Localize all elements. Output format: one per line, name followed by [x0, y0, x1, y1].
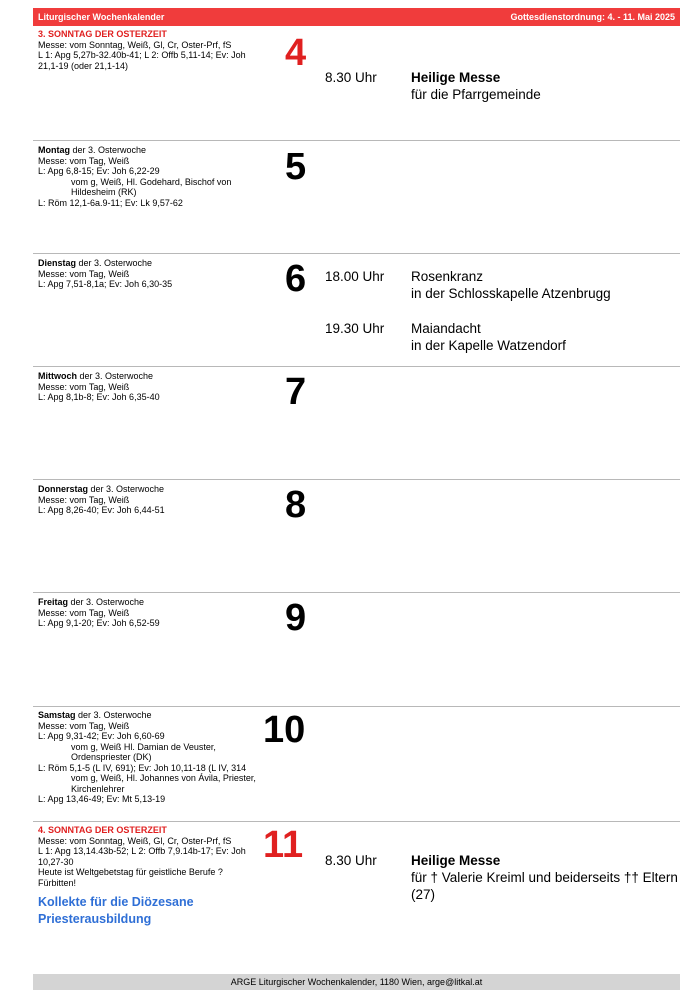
day-subtitle: der 3. Osterwoche [75, 710, 152, 720]
event-title: Maiandacht [411, 321, 481, 336]
day-title: Samstag [38, 710, 76, 720]
day-title: Montag [38, 145, 70, 155]
day-subtitle: der 3. Osterwoche [76, 258, 153, 268]
readings: L: Apg 9,1-20; Ev: Joh 6,52-59 [38, 618, 160, 628]
readings: L 1: Apg 5,27b-32.40b-41; L 2: Offb 5,11-14; Ev: Joh 21,1-19 (oder 21,1-14) [38, 50, 246, 71]
memorial-info: vom g, Weiß, Hl. Godehard, Bischof von Hildesheim (RK) [71, 176, 232, 197]
event-title: Heilige Messe [411, 70, 501, 85]
event-detail: in der Schlosskapelle Atzenbrugg [411, 286, 611, 301]
mass-info: Messe: vom Tag, Weiß [38, 720, 130, 731]
day-section-5 [33, 141, 680, 254]
mass-info: Messe: vom Tag, Weiß [38, 155, 130, 166]
event-detail: für die Pfarrgemeinde [411, 87, 541, 102]
liturgy-info [38, 258, 260, 290]
event-detail: für † Valerie Kreiml und beiderseits †† Eltern (27) [411, 870, 678, 902]
day-subtitle: der 3. Osterwoche [70, 145, 147, 155]
event-time: 18.00 Uhr [325, 269, 385, 284]
page-header [33, 8, 680, 26]
collection-notice: Kollekte für die Diözesane Priesterausbildung [38, 895, 194, 926]
note: Heute ist Weltgebetstag für geistliche Berufe ? Fürbitten! [38, 867, 223, 888]
event-title: Heilige Messe [411, 853, 501, 868]
day-section-11 [33, 822, 680, 942]
mass-info: Messe: vom Tag, Weiß [38, 268, 130, 279]
liturgy-info [38, 484, 260, 516]
day-number: 6 [285, 258, 307, 300]
day-number: 10 [263, 709, 306, 751]
mass-info: Messe: vom Tag, Weiß [38, 381, 130, 392]
event-detail: in der Kapelle Watzendorf [411, 338, 566, 353]
liturgy-info [38, 825, 260, 928]
memorial-info: vom g, Weiß, Hl. Johannes von Ávila, Priester, Kirchenlehrer [71, 773, 256, 794]
memorial-readings: L: Apg 13,46-49; Ev: Mt 5,13-19 [38, 794, 166, 804]
day-title: 4. SONNTAG DER OSTERZEIT [38, 825, 167, 835]
day-subtitle: der 3. Osterwoche [77, 371, 154, 381]
day-title: Mittwoch [38, 371, 77, 381]
memorial-readings: L: Röm 5,1-5 (L IV, 691); Ev: Joh 10,11-18 (L IV, 314 [38, 762, 247, 773]
memorial-readings: L: Röm 12,1-6a.9-11; Ev: Lk 9,57-62 [38, 197, 183, 208]
event-time: 19.30 Uhr [325, 321, 385, 336]
liturgy-info [38, 145, 260, 208]
readings: L: Apg 8,1b-8; Ev: Joh 6,35-40 [38, 392, 160, 402]
header-date-range: Gottesdienstordnung: 4. - 11. Mai 2025 [510, 12, 675, 22]
day-number: 4 [285, 32, 307, 74]
day-section-7 [33, 367, 680, 480]
readings: L 1: Apg 13,14.43b-52; L 2: Offb 7,9.14b-17; Ev: Joh 10,27-30 [38, 846, 246, 867]
readings: L: Apg 9,31-42; Ev: Joh 6,60-69 [38, 731, 165, 741]
day-section-8 [33, 480, 680, 593]
liturgy-info [38, 710, 260, 805]
liturgy-info [38, 29, 260, 71]
mass-info: Messe: vom Sonntag, Weiß, Gl, Cr, Oster-Prf, fS [38, 39, 232, 50]
liturgy-info [38, 597, 260, 629]
day-section-6 [33, 254, 680, 367]
day-number: 11 [263, 824, 304, 866]
header-title: Liturgischer Wochenkalender [38, 12, 165, 22]
day-title: 3. SONNTAG DER OSTERZEIT [38, 29, 167, 39]
mass-info: Messe: vom Tag, Weiß [38, 494, 130, 505]
day-number: 7 [285, 371, 307, 413]
mass-info: Messe: vom Sonntag, Weiß, Gl, Cr, Oster-Prf, fS [38, 835, 232, 846]
day-number: 8 [285, 484, 307, 526]
readings: L: Apg 7,51-8,1a; Ev: Joh 6,30-35 [38, 279, 173, 289]
liturgy-info [38, 371, 260, 403]
day-section-9 [33, 593, 680, 707]
event-title: Rosenkranz [411, 269, 484, 284]
readings: L: Apg 8,26-40; Ev: Joh 6,44-51 [38, 505, 165, 515]
day-number: 5 [285, 146, 307, 188]
readings: L: Apg 6,8-15; Ev: Joh 6,22-29 [38, 166, 160, 176]
day-number: 9 [285, 597, 307, 639]
event-time: 8.30 Uhr [325, 853, 377, 868]
day-section-4 [33, 29, 680, 141]
memorial-info: vom g, Weiß Hl. Damian de Veuster, Ordenspriester (DK) [71, 741, 216, 762]
day-title: Donnerstag [38, 484, 89, 494]
day-subtitle: der 3. Osterwoche [88, 484, 165, 494]
day-subtitle: der 3. Osterwoche [68, 597, 145, 607]
day-title: Freitag [38, 597, 69, 607]
day-section-10 [33, 707, 680, 822]
page-footer: ARGE Liturgischer Wochenkalender, 1180 Wien, arge@litkal.at [33, 974, 680, 990]
day-title: Dienstag [38, 258, 77, 268]
mass-info: Messe: vom Tag, Weiß [38, 607, 130, 618]
event-time: 8.30 Uhr [325, 70, 377, 85]
